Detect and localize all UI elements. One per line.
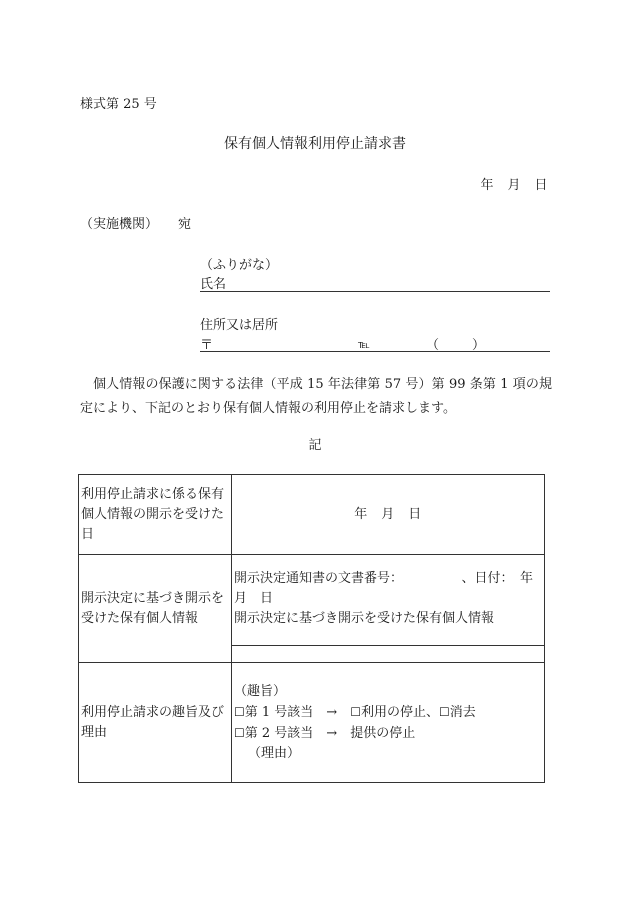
option-1-item: 第 1 号該当 → [244,704,351,720]
address-field-line[interactable] [200,351,550,352]
reason-label: （理由） [248,745,301,761]
tel-mark: ℡ [358,338,370,351]
checkbox-item1[interactable]: ☐ [234,704,245,719]
furigana-label: （ふりがな） [200,258,279,273]
recipient-org: （実施機関） [80,217,159,232]
option-1-stop-use: 利用の停止、 [360,704,439,720]
ki-heading: 記 [308,438,322,453]
checkbox-item2[interactable]: ☐ [234,725,245,740]
option-2-item: 第 2 号該当 → 提供の停止 [244,725,416,741]
disclosed-info-blank[interactable] [232,646,545,663]
address-label: 住所又は居所 [200,318,279,333]
form-number: 様式第 25 号 [80,97,157,112]
purpose-reason-value[interactable] [232,663,545,783]
disclosed-info-label: 開示決定に基づき開示を受けた保有個人情報 [79,555,232,663]
purpose-reason-label: 利用停止請求の趣旨及び理由 [79,663,232,783]
table-row [79,475,545,555]
recipient-suffix: 宛 [178,217,192,232]
disclosed-info-line: 開示決定に基づき開示を受けた保有個人情報 [234,611,495,626]
name-label: 氏名 [200,277,227,292]
request-statement: 個人情報の保護に関する法律（平成 15 年法律第 57 号）第 99 条第 1 項の規定により、下記のとおり保有個人情報の利用停止を請求します。 [80,377,552,416]
request-date: 年 月 日 [480,178,548,193]
option-1 [234,702,542,723]
table-row [79,663,545,783]
postal-mark: 〒 [200,338,214,353]
tel-paren-close: ） [472,338,486,353]
notice-number-line: 開示決定通知書の文書番号： 、日付： 年 月 日 [234,571,547,606]
recipient [80,217,191,233]
disclosure-date-label: 利用停止請求に係る保有個人情報の開示を受けた日 [79,475,232,555]
option-2 [234,723,542,744]
table-row [79,555,545,646]
request-table [78,474,545,783]
disclosed-info-value[interactable] [232,555,545,646]
disclosure-date-value[interactable]: 年 月 日 [232,475,545,555]
option-1-erase: 消去 [449,704,476,720]
checkbox-erase[interactable]: ☐ [438,704,450,719]
name-field-line[interactable] [200,291,550,292]
checkbox-stop-use[interactable]: ☐ [350,704,361,719]
purpose-label: （趣旨） [234,683,287,699]
tel-paren-open: （ [426,338,440,353]
document-title: 保有個人情報利用停止請求書 [224,136,406,152]
